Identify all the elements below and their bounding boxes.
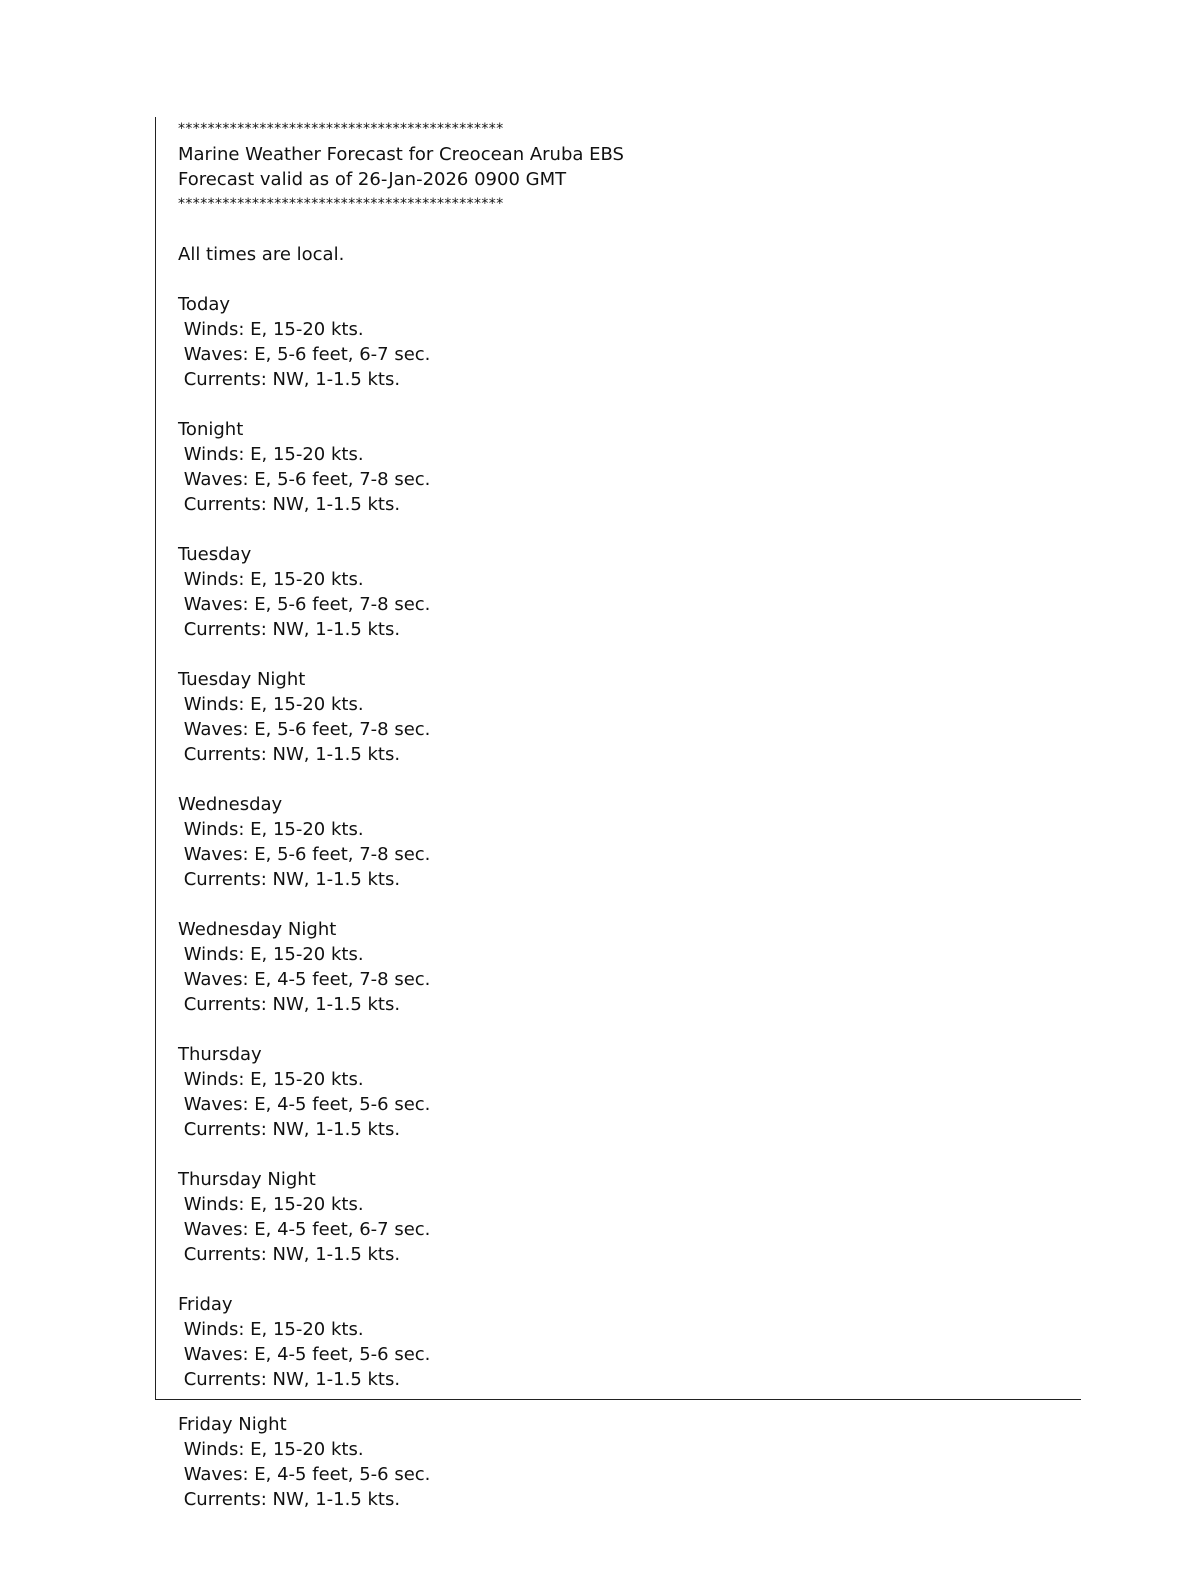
periods-list-overflow xyxy=(178,1412,430,1512)
period-winds: Winds: E, 15-20 kts. xyxy=(178,694,364,715)
period-name: Tonight xyxy=(178,419,244,440)
period-waves: Waves: E, 4-5 feet, 5-6 sec. xyxy=(178,1344,431,1365)
period-currents: Currents: NW, 1-1.5 kts. xyxy=(178,494,401,515)
period-waves: Waves: E, 5-6 feet, 7-8 sec. xyxy=(178,469,431,490)
period-winds: Winds: E, 15-20 kts. xyxy=(178,819,364,840)
period-currents: Currents: NW, 1-1.5 kts. xyxy=(178,619,401,640)
period-name: Tuesday xyxy=(178,544,252,565)
period-waves: Waves: E, 5-6 feet, 6-7 sec. xyxy=(178,344,431,365)
period-currents: Currents: NW, 1-1.5 kts. xyxy=(178,1119,401,1140)
period-waves: Waves: E, 4-5 feet, 7-8 sec. xyxy=(178,969,431,990)
period-currents: Currents: NW, 1-1.5 kts. xyxy=(178,1244,401,1265)
forecast-frame xyxy=(155,117,1081,1400)
period-winds: Winds: E, 15-20 kts. xyxy=(178,944,364,965)
period-waves: Waves: E, 5-6 feet, 7-8 sec. xyxy=(178,594,431,615)
period-name: Today xyxy=(178,294,231,315)
period-currents: Currents: NW, 1-1.5 kts. xyxy=(178,869,401,890)
period-winds: Winds: E, 15-20 kts. xyxy=(178,569,364,590)
forecast-period xyxy=(178,1292,1081,1392)
times-note: All times are local. xyxy=(178,244,345,265)
period-currents: Currents: NW, 1-1.5 kts. xyxy=(178,1489,401,1510)
period-winds: Winds: E, 15-20 kts. xyxy=(178,1069,364,1090)
period-currents: Currents: NW, 1-1.5 kts. xyxy=(178,1369,401,1390)
forecast-period xyxy=(178,667,1081,767)
forecast-period xyxy=(178,1412,430,1512)
period-waves: Waves: E, 4-5 feet, 5-6 sec. xyxy=(178,1464,431,1485)
forecast-valid: Forecast valid as of 26-Jan-2026 0900 GMT xyxy=(178,169,567,190)
period-winds: Winds: E, 15-20 kts. xyxy=(178,319,364,340)
forecast-period xyxy=(178,917,1081,1017)
forecast-period xyxy=(178,1042,1081,1142)
period-waves: Waves: E, 5-6 feet, 7-8 sec. xyxy=(178,844,431,865)
period-name: Thursday xyxy=(178,1044,262,1065)
period-name: Wednesday xyxy=(178,794,283,815)
forecast-period xyxy=(178,542,1081,642)
forecast-period xyxy=(178,417,1081,517)
period-name: Tuesday Night xyxy=(178,669,306,690)
forecast-title: Marine Weather Forecast for Creocean Aruba EBS xyxy=(178,144,624,165)
period-waves: Waves: E, 4-5 feet, 6-7 sec. xyxy=(178,1219,431,1240)
period-name: Friday xyxy=(178,1294,233,1315)
period-currents: Currents: NW, 1-1.5 kts. xyxy=(178,744,401,765)
period-currents: Currents: NW, 1-1.5 kts. xyxy=(178,994,401,1015)
forecast-period xyxy=(178,292,1081,392)
period-name: Friday Night xyxy=(178,1414,287,1435)
period-waves: Waves: E, 5-6 feet, 7-8 sec. xyxy=(178,719,431,740)
periods-list xyxy=(178,267,1081,1392)
period-waves: Waves: E, 4-5 feet, 5-6 sec. xyxy=(178,1094,431,1115)
period-name: Thursday Night xyxy=(178,1169,316,1190)
period-winds: Winds: E, 15-20 kts. xyxy=(178,444,364,465)
separator-bottom: ******************************************** xyxy=(178,196,504,212)
forecast-period xyxy=(178,1167,1081,1267)
period-winds: Winds: E, 15-20 kts. xyxy=(178,1194,364,1215)
period-winds: Winds: E, 15-20 kts. xyxy=(178,1439,364,1460)
period-currents: Currents: NW, 1-1.5 kts. xyxy=(178,369,401,390)
forecast-period xyxy=(178,792,1081,892)
separator-top: ******************************************** xyxy=(178,121,504,137)
period-name: Wednesday Night xyxy=(178,919,337,940)
period-winds: Winds: E, 15-20 kts. xyxy=(178,1319,364,1340)
